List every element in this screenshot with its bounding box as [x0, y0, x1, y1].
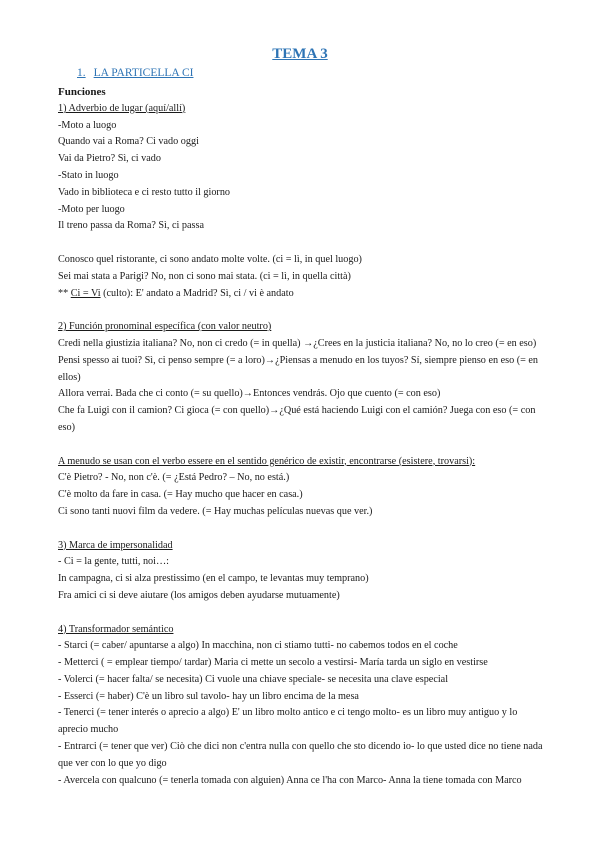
function-3-heading: 3) Marca de impersonalidad [58, 539, 173, 551]
culto-note: ** Ci = Vi (culto): E' andato a Madrid? Sì, ci / vi è andato [58, 287, 294, 299]
body-line: - Starci (= caber/ apuntarse a algo) In macchina, non ci stiamo tutti- no cabemos todos en el coche [58, 640, 458, 652]
body-line: - Volerci (= hacer falta/ se necesita) Ci vuole una chiave speciale- se necesita una clave especial [58, 673, 449, 685]
body-line: Che fa Luigi con il camion? Ci gioca (= con quello)→¿Qué está haciendo Luigi con el camión? Juega con eso (= con eso) [58, 405, 536, 433]
section-label: LA PARTICELLA CI [93, 67, 194, 79]
body-line: Quando vai a Roma? Ci vado oggi [58, 136, 199, 148]
body-line: Pensi spesso ai tuoi? Sì, ci penso sempre (= a loro)→¿Piensas a menudo en los tuyos? Sí, siempre pienso en eso (= en ellos) [58, 354, 539, 383]
body-line: -Stato in luogo [58, 169, 119, 181]
body-line: Conosco quel ristorante, ci sono andato molte volte. (ci = lì, in quel luogo) [58, 253, 362, 265]
body-line: Il treno passa da Roma? Sì, ci passa [58, 220, 204, 232]
function-4-heading: 4) Transformador semántico [58, 623, 174, 635]
body-line: In campagna, ci si alza prestissimo (en el campo, te levantas muy temprano) [58, 573, 369, 585]
body-line: Vado in biblioteca e ci resto tutto il giorno [58, 186, 231, 198]
section-number: 1. [77, 67, 86, 79]
function-2-heading: 2) Función pronominal específica (con valor neutro) [58, 321, 272, 333]
document-title: TEMA 3 [272, 46, 328, 62]
body-line: - Ci = la gente, tutti, noi…: [58, 556, 170, 568]
funciones-heading: Funciones [58, 86, 106, 98]
body-line: Fra amici ci si deve aiutare (los amigos deben ayudarse mutuamente) [58, 589, 340, 601]
body-line: C'è Pietro? - No, non c'è. (= ¿Está Pedro? – No, no está.) [58, 472, 290, 484]
function-1-heading: 1) Adverbio de lugar (aquí/allí) [58, 102, 186, 114]
body-line: - Metterci ( = emplear tiempo/ tardar) Maria ci mette un secolo a vestirsi- María tarda un siglo en vestirse [58, 657, 488, 669]
body-line: C'è molto da fare in casa. (= Hay mucho que hacer en casa.) [58, 489, 303, 501]
body-line: Credi nella giustizia italiana? No, non ci credo (= in quella) →¿Crees en la justicia italiana? No, no lo creo (= en eso) [58, 337, 537, 349]
essere-heading: A menudo se usan con el verbo essere en el sentido genérico de existir, encontrarse (esistere, trovarsi): [58, 455, 476, 467]
body-line: Vai da Pietro? Sì, ci vado [58, 153, 161, 165]
body-line: - Avercela con qualcuno (= tenerla tomada con alguien) Anna ce l'ha con Marco- Anna la tiene tomada con Marco [58, 774, 522, 786]
body-line: -Moto per luogo [58, 203, 125, 215]
body-line: Sei mai stata a Parigi? No, non ci sono mai stata. (ci = lì, in quella città) [58, 270, 351, 282]
body-line: -Moto a luogo [58, 119, 117, 131]
body-line: - Tenerci (= tener interés o aprecio a algo) E' un libro molto antico e ci tengo molto- es un libro muy antiguo y lo aprecio mucho [58, 707, 518, 736]
body-line: Ci sono tanti nuovi film da vedere. (= Hay muchas películas nuevas que ver.) [58, 505, 373, 517]
document-body [58, 84, 548, 789]
body-line: Allora verrai. Bada che ci conto (= su quello)→Entonces vendrás. Ojo que cuento (= con eso) [58, 388, 441, 400]
body-line: - Esserci (= haber) C'è un libro sul tavolo- hay un libro encima de la mesa [58, 690, 359, 702]
section-heading [77, 67, 193, 79]
body-line: - Entrarci (= tener que ver) Ciò che dici non c'entra nulla con quello che sto dicendo io- lo que usted dice no tiene nada que ver con lo que yo digo [58, 741, 543, 769]
